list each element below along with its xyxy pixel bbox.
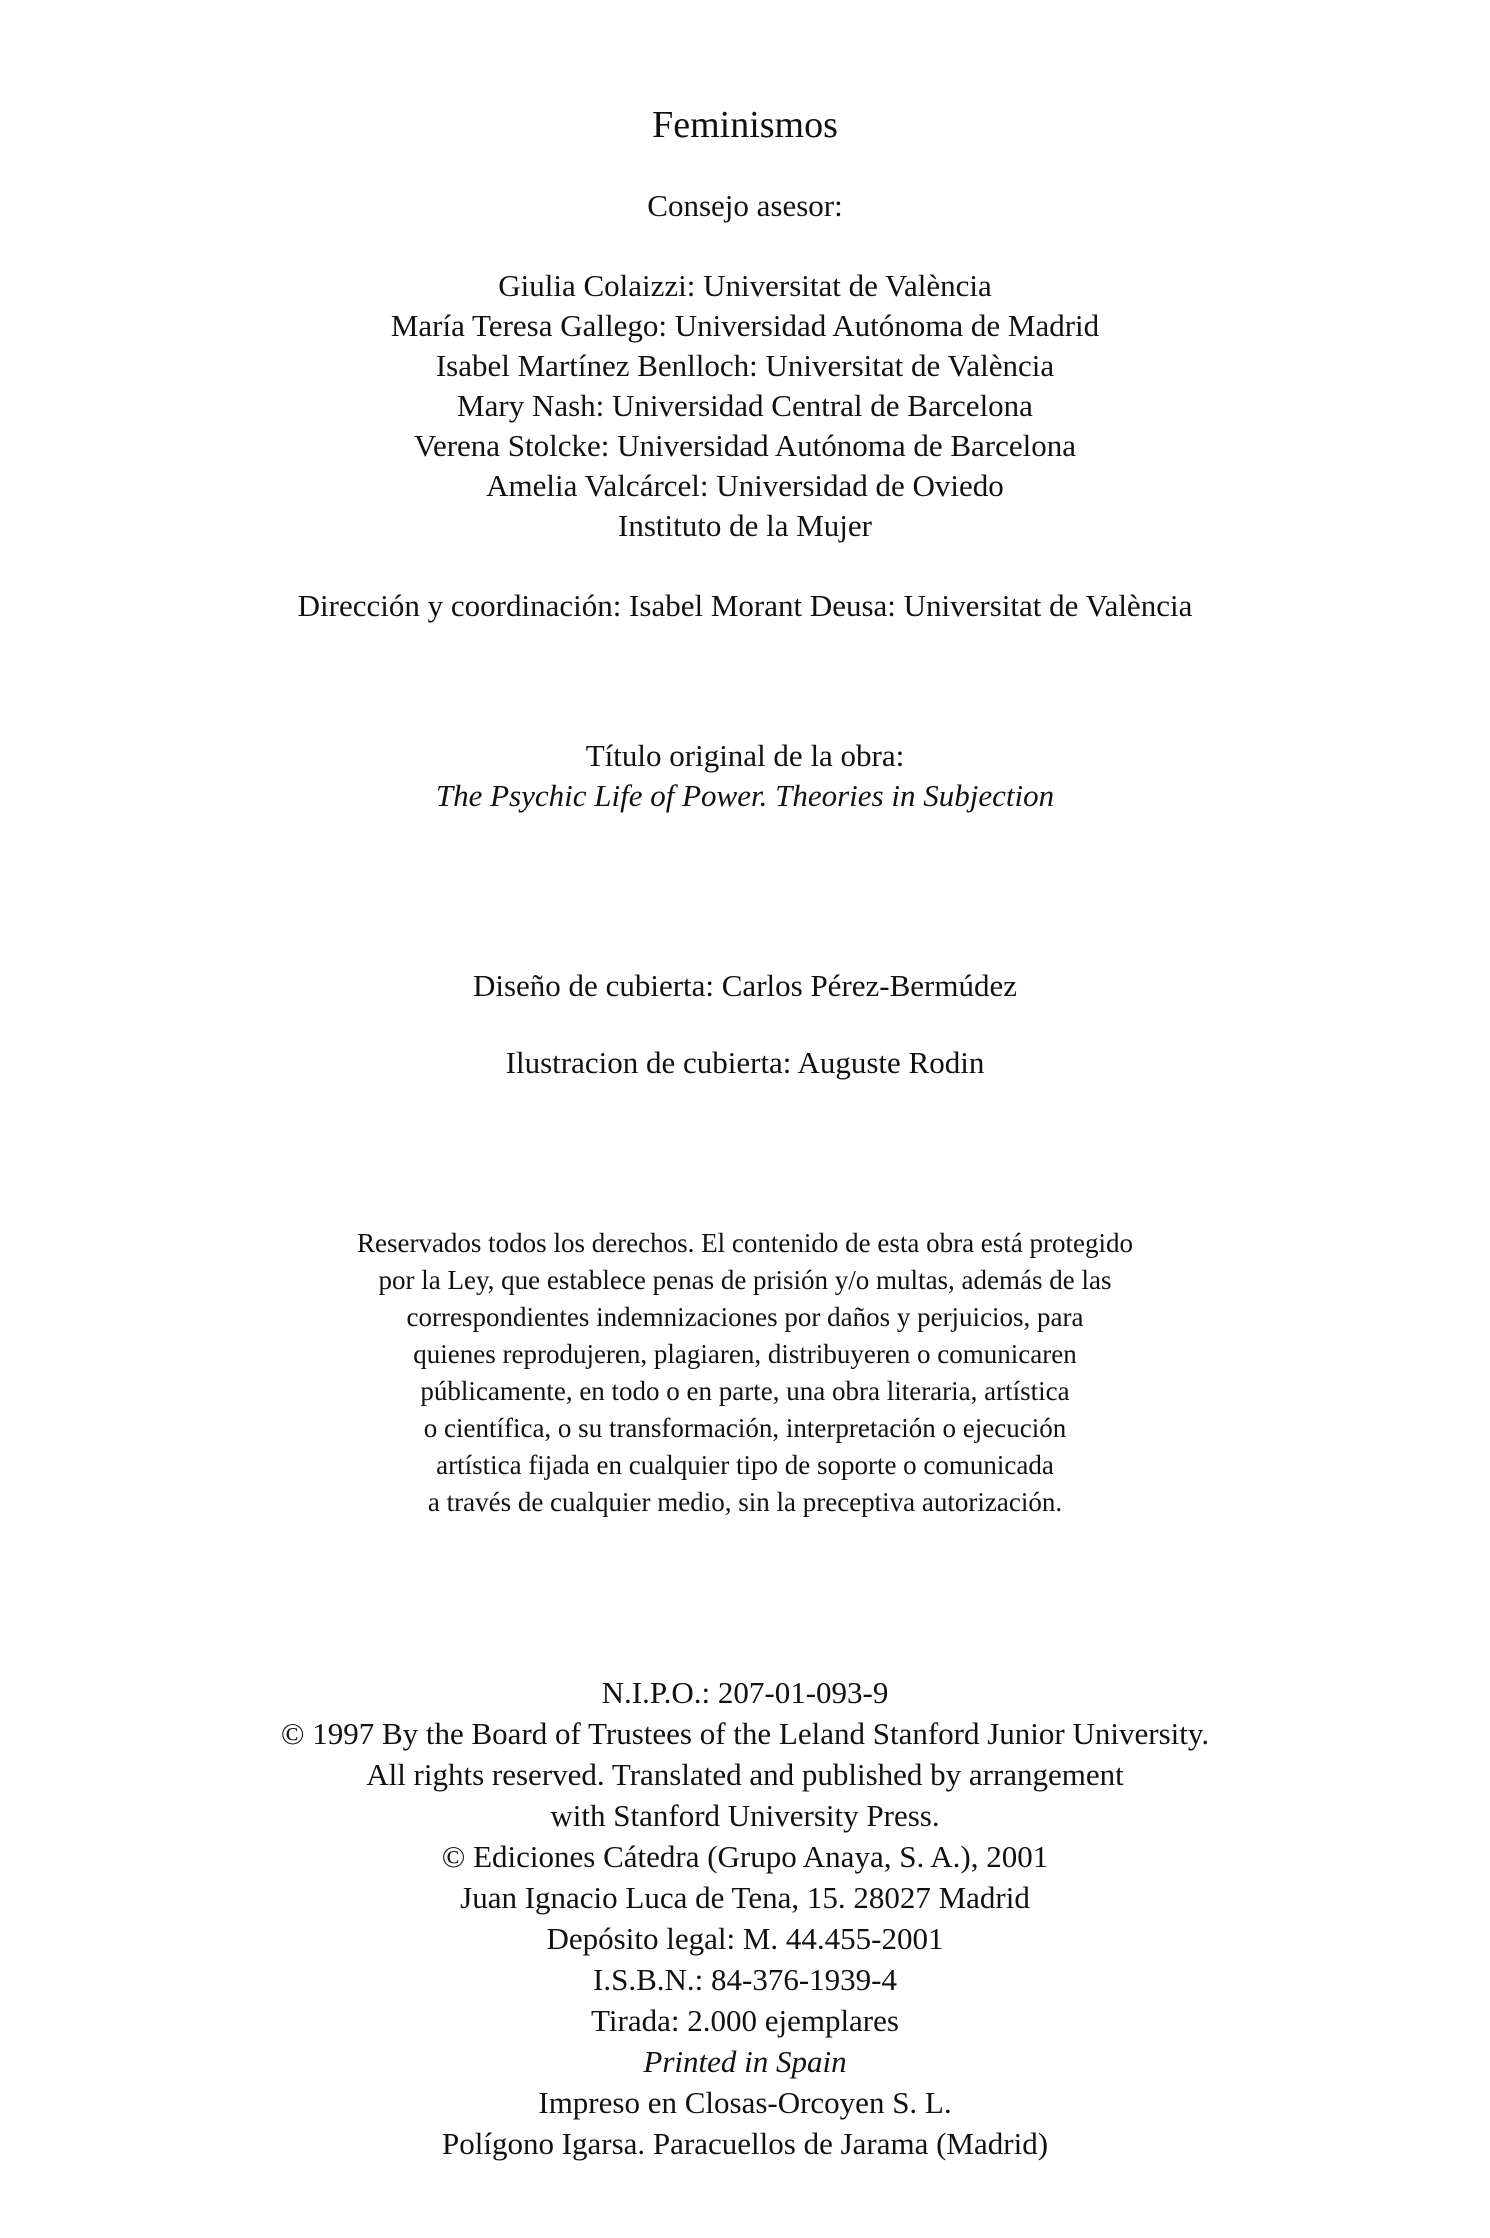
original-title-label: Título original de la obra: [585,738,905,773]
publisher-address: Juan Ignacio Luca de Tena, 15. 28027 Madrid [460,1880,1030,1915]
series-title: Feminismos [652,104,838,146]
cover-design-credit: Diseño de cubierta: Carlos Pérez-Bermúdez [472,968,1017,1003]
direction-coordination: Dirección y coordinación: Isabel Morant Deusa: Universitat de València [297,588,1193,623]
cover-illustration-credit: Ilustracion de cubierta: Auguste Rodin [505,1045,985,1080]
copyright-original: © 1997 By the Board of Trustees of the Leland Stanford Junior University. [280,1716,1210,1751]
rights-notice-line: artística fijada en cualquier tipo de soporte o comunicada [436,1450,1054,1480]
advisory-board-label: Consejo asesor: [647,188,843,223]
rights-notice-line: por la Ley, que establece penas de prisión y/o multas, además de las [378,1265,1112,1295]
board-member: María Teresa Gallego: Universidad Autónoma de Madrid [390,308,1100,343]
printer: Impreso en Closas-Orcoyen S. L. [538,2085,952,2120]
rights-reserved: All rights reserved. Translated and published by arrangement [366,1757,1124,1792]
rights-notice-line: Reservados todos los derechos. El contenido de esta obra está protegido [356,1228,1134,1258]
printed-in: Printed in Spain [643,2044,847,2079]
board-member: Mary Nash: Universidad Central de Barcelona [457,388,1033,423]
board-member: Giulia Colaizzi: Universitat de València [498,268,992,303]
board-member: Amelia Valcárcel: Universidad de Oviedo [486,468,1004,503]
isbn: I.S.B.N.: 84-376-1939-4 [593,1962,897,1997]
nipo: N.I.P.O.: 207-01-093-9 [601,1675,889,1710]
original-title: The Psychic Life of Power. Theories in Subjection [435,778,1055,813]
printer-location: Polígono Igarsa. Paracuellos de Jarama (Madrid) [441,2126,1049,2161]
board-member: Instituto de la Mujer [618,508,872,543]
legal-deposit: Depósito legal: M. 44.455-2001 [546,1921,944,1956]
rights-notice-line: o científica, o su transformación, interpretación o ejecución [423,1413,1067,1443]
publisher-arrangement: with Stanford University Press. [550,1798,940,1833]
copyright-edition: © Ediciones Cátedra (Grupo Anaya, S. A.), 2001 [441,1839,1049,1874]
rights-notice-line: correspondientes indemnizaciones por daños y perjuicios, para [406,1302,1084,1332]
rights-notice-line: públicamente, en todo o en parte, una obra literaria, artística [420,1376,1070,1406]
board-member: Verena Stolcke: Universidad Autónoma de Barcelona [414,428,1076,463]
rights-notice-line: a través de cualquier medio, sin la preceptiva autorización. [427,1487,1063,1517]
board-member: Isabel Martínez Benlloch: Universitat de València [435,348,1055,383]
rights-notice-line: quienes reprodujeren, plagiaren, distribuyeren o comunicaren [413,1339,1077,1369]
print-run: Tirada: 2.000 ejemplares [591,2003,899,2038]
